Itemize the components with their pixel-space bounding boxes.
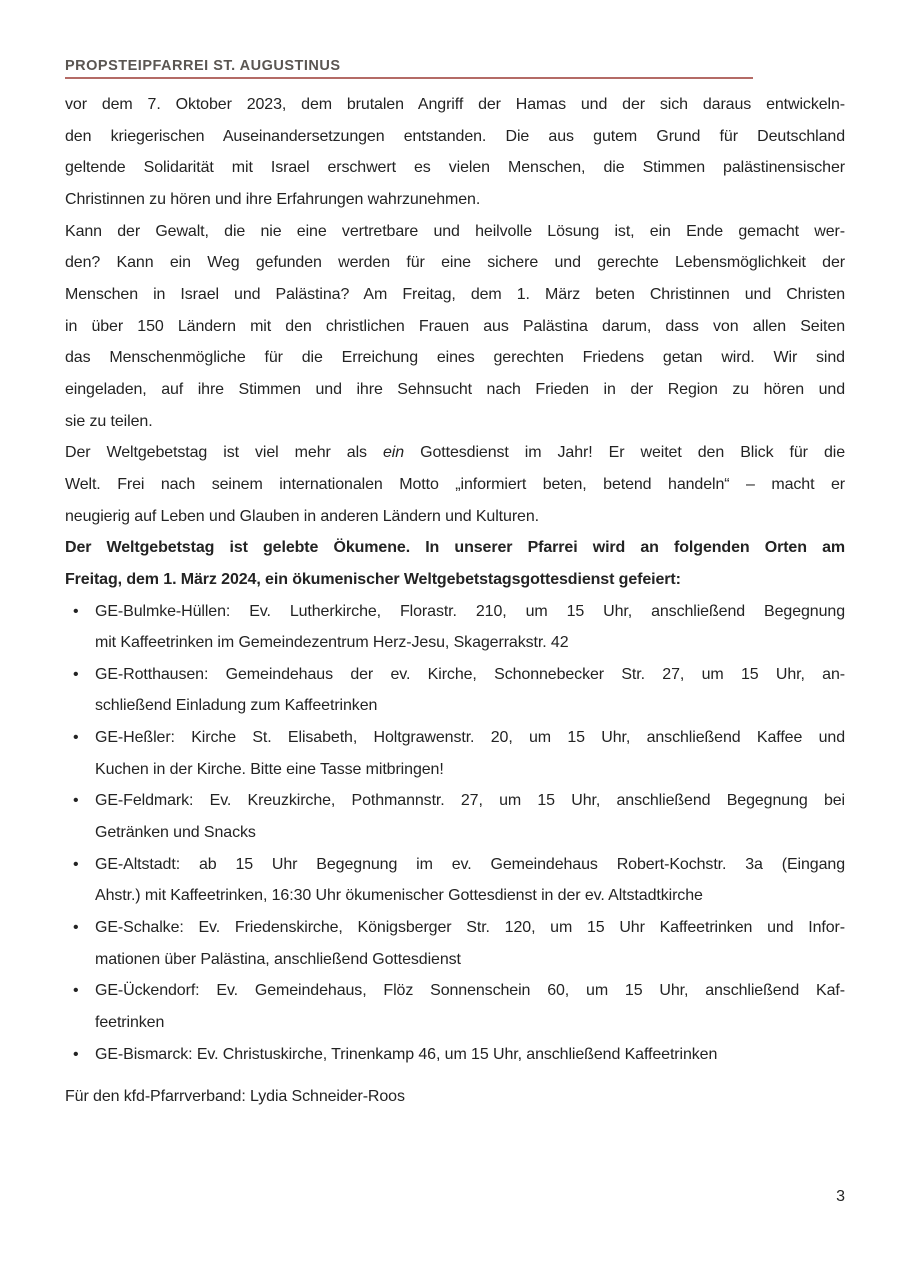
bullet-text (95, 596, 845, 659)
bullet-text (95, 659, 845, 722)
text-line: feetrinken (95, 1014, 165, 1032)
text-line: neugierig auf Leben und Glauben in anderen Ländern und Kulturen. (65, 507, 539, 525)
bullet-text (95, 722, 845, 785)
list-item (65, 1039, 845, 1071)
text-line: eingeladen, auf ihre Stimmen und ihre Sehnsucht nach Frieden in der Region zu hören und (65, 380, 845, 398)
service-locations-list (65, 596, 845, 1071)
bullet-icon: • (73, 855, 79, 873)
list-item (65, 849, 845, 912)
list-item (65, 912, 845, 975)
bullet-icon: • (73, 982, 79, 1000)
text-line: geltende Solidarität mit Israel erschwert es vielen Menschen, die Stimmen palästinensischer (65, 159, 845, 177)
bullet-icon: • (73, 919, 79, 937)
paragraph-service-announcement (65, 532, 845, 595)
text-line: in über 150 Ländern mit den christlichen Frauen aus Palästina darum, dass von allen Seiten (65, 317, 845, 335)
text-line: Kuchen in der Kirche. Bitte eine Tasse mitbringen! (95, 760, 444, 778)
text-line: Freitag, dem 1. März 2024, ein ökumenischer Weltgebetstagsgottesdienst gefeiert: (65, 570, 681, 588)
list-item (65, 975, 845, 1038)
text-line: mit Kaffeetrinken im Gemeindezentrum Herz-Jesu, Skagerrakstr. 42 (95, 634, 569, 652)
bullet-text (95, 785, 845, 848)
list-item (65, 722, 845, 785)
text-line: Der Weltgebetstag ist gelebte Ökumene. In unserer Pfarrei wird an folgenden Orten am (65, 539, 845, 557)
bullet-text (95, 849, 845, 912)
page-header (65, 58, 845, 79)
list-item (65, 785, 845, 848)
paragraph-weltgebetstag-motto (65, 437, 845, 532)
bullet-icon: • (73, 792, 79, 810)
text-line: GE-Ückendorf: Ev. Gemeindehaus, Flöz Sonnenschein 60, um 15 Uhr, anschließend Kaf- (95, 982, 845, 1000)
text-line: GE-Bismarck: Ev. Christuskirche, Trinenkamp 46, um 15 Uhr, anschließend Kaffeetrinken (95, 1045, 718, 1063)
list-item (65, 659, 845, 722)
paragraph-peace-question (65, 216, 845, 438)
closing-signature: Für den kfd-Pfarrverband: Lydia Schneider-Roos (65, 1088, 405, 1106)
text-line: Getränken und Snacks (95, 824, 256, 842)
bullet-text (95, 912, 845, 975)
text-line: schließend Einladung zum Kaffeetrinken (95, 697, 378, 715)
bullet-text (95, 1039, 845, 1071)
page-number: 3 (836, 1188, 845, 1205)
text-line: das Menschenmögliche für die Erreichung eines gerechten Friedens getan wird. Wir sind (65, 349, 845, 367)
text-line: mationen über Palästina, anschließend Gottesdienst (95, 950, 461, 968)
text-line: Welt. Frei nach seinem internationalen Motto „informiert beten, betend handeln“ – macht er (65, 475, 845, 493)
bullet-icon: • (73, 602, 79, 620)
document-body (65, 89, 845, 1113)
paragraph-intro-context (65, 89, 845, 216)
text-line: GE-Rotthausen: Gemeindehaus der ev. Kirche, Schonnebecker Str. 27, um 15 Uhr, an- (95, 665, 845, 683)
text-line: GE-Feldmark: Ev. Kreuzkirche, Pothmannstr. 27, um 15 Uhr, anschließend Begegnung bei (95, 792, 845, 810)
text-line: Kann der Gewalt, die nie eine vertretbare und heilvolle Lösung ist, ein Ende gemacht wer- (65, 222, 845, 240)
header-rule-divider (65, 77, 753, 79)
text-line: GE-Heßler: Kirche St. Elisabeth, Holtgrawenstr. 20, um 15 Uhr, anschließend Kaffee und (95, 729, 845, 747)
parish-header-title: PROPSTEIPFARREI ST. AUGUSTINUS (65, 58, 341, 74)
text-line: den kriegerischen Auseinandersetzungen entstanden. Die aus gutem Grund für Deutschland (65, 127, 845, 145)
text-line: den? Kann ein Weg gefunden werden für eine sichere und gerechte Lebensmöglichkeit der (65, 254, 845, 272)
text-line: Christinnen zu hören und ihre Erfahrungen wahrzunehmen. (65, 190, 481, 208)
text-line: GE-Schalke: Ev. Friedenskirche, Königsberger Str. 120, um 15 Uhr Kaffeetrinken und Infor- (95, 919, 845, 937)
text-line: vor dem 7. Oktober 2023, dem brutalen Angriff der Hamas und der sich daraus entwickeln- (65, 96, 845, 113)
text-line: Der Weltgebetstag ist viel mehr als ein Gottesdienst im Jahr! Er weitet den Blick für die (65, 444, 845, 462)
bullet-icon: • (73, 729, 79, 747)
text-line: sie zu teilen. (65, 412, 153, 430)
text-line: GE-Bulmke-Hüllen: Ev. Lutherkirche, Florastr. 210, um 15 Uhr, anschließend Begegnung (95, 602, 845, 620)
bullet-text (95, 975, 845, 1038)
bullet-icon: • (73, 1045, 79, 1063)
text-line: Ahstr.) mit Kaffeetrinken, 16:30 Uhr ökumenischer Gottesdienst in der ev. Altstadtkirche (95, 887, 703, 905)
text-line: GE-Altstadt: ab 15 Uhr Begegnung im ev. Gemeindehaus Robert-Kochstr. 3a (Eingang (95, 855, 845, 873)
list-item (65, 596, 845, 659)
text-line: Menschen in Israel und Palästina? Am Freitag, dem 1. März beten Christinnen und Christen (65, 285, 845, 303)
bullet-icon: • (73, 665, 79, 683)
